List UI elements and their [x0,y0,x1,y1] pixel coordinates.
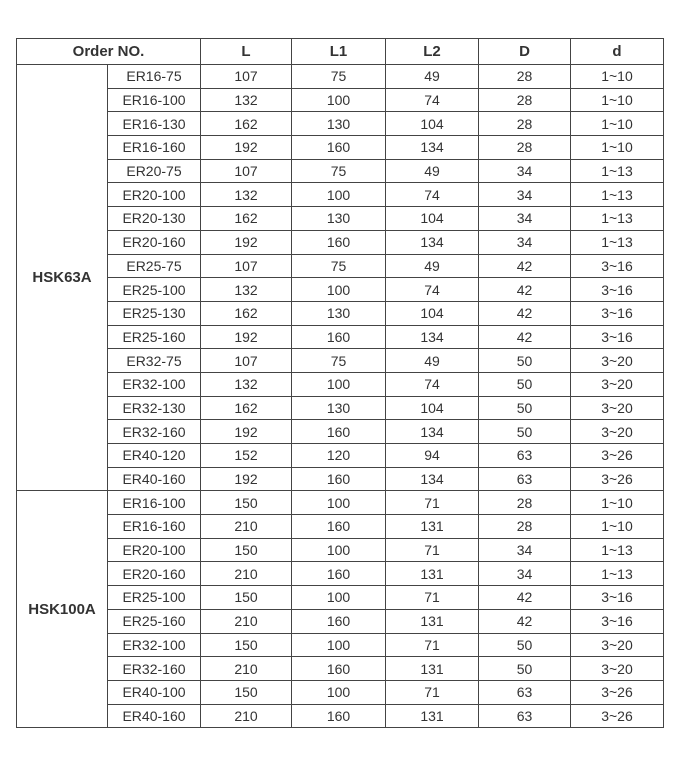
table-row [17,657,664,681]
cell-d-upper: 28 [479,491,571,515]
cell-order-no: ER25-100 [108,278,201,302]
cell-order-no: ER20-100 [108,183,201,207]
cell-l1: 100 [292,278,386,302]
cell-l: 150 [201,538,292,562]
cell-d-lower: 3~16 [571,254,664,278]
cell-l1: 100 [292,680,386,704]
cell-d-upper: 63 [479,704,571,728]
cell-l1: 100 [292,633,386,657]
cell-d-lower: 1~10 [571,65,664,89]
cell-order-no: ER20-130 [108,207,201,231]
header-row [17,39,664,65]
cell-d-upper: 42 [479,586,571,610]
cell-d-upper: 50 [479,349,571,373]
cell-l1: 160 [292,420,386,444]
cell-l1: 100 [292,491,386,515]
cell-l: 210 [201,515,292,539]
cell-l1: 100 [292,183,386,207]
cell-d-upper: 50 [479,372,571,396]
cell-l2: 49 [386,65,479,89]
cell-d-lower: 3~20 [571,372,664,396]
cell-l: 107 [201,159,292,183]
cell-d-upper: 34 [479,230,571,254]
table-row [17,254,664,278]
cell-l2: 71 [386,586,479,610]
spec-table [16,38,664,728]
cell-order-no: ER32-75 [108,349,201,373]
cell-l1: 130 [292,396,386,420]
cell-order-no: ER20-100 [108,538,201,562]
cell-l: 162 [201,112,292,136]
table-row [17,444,664,468]
cell-l1: 120 [292,444,386,468]
cell-d-lower: 3~16 [571,325,664,349]
cell-d-lower: 1~13 [571,230,664,254]
cell-l: 210 [201,704,292,728]
cell-l1: 160 [292,136,386,160]
cell-d-upper: 42 [479,609,571,633]
header-d-lower: d [571,39,664,65]
cell-d-lower: 1~10 [571,112,664,136]
cell-l2: 71 [386,491,479,515]
cell-order-no: ER20-160 [108,562,201,586]
cell-l1: 75 [292,349,386,373]
cell-l1: 160 [292,325,386,349]
cell-order-no: ER32-100 [108,633,201,657]
group-label: HSK63A [17,65,108,491]
table-row [17,633,664,657]
cell-order-no: ER25-160 [108,325,201,349]
cell-l: 162 [201,301,292,325]
table-row [17,207,664,231]
cell-d-upper: 34 [479,207,571,231]
header-l: L [201,39,292,65]
cell-l: 132 [201,278,292,302]
table-row [17,586,664,610]
table-row [17,325,664,349]
cell-d-upper: 34 [479,562,571,586]
cell-d-upper: 28 [479,515,571,539]
header-l1: L1 [292,39,386,65]
cell-l1: 160 [292,704,386,728]
cell-l2: 131 [386,609,479,633]
cell-l1: 75 [292,65,386,89]
cell-l2: 71 [386,680,479,704]
cell-l2: 134 [386,136,479,160]
cell-order-no: ER16-130 [108,112,201,136]
table-row [17,420,664,444]
cell-l2: 134 [386,467,479,491]
cell-d-lower: 3~16 [571,278,664,302]
table-row [17,88,664,112]
cell-l2: 131 [386,515,479,539]
cell-l2: 74 [386,372,479,396]
cell-l2: 104 [386,301,479,325]
cell-d-upper: 34 [479,183,571,207]
cell-l2: 134 [386,420,479,444]
cell-l1: 160 [292,562,386,586]
cell-l2: 74 [386,278,479,302]
table-row [17,278,664,302]
cell-l: 107 [201,254,292,278]
table-row [17,159,664,183]
cell-l2: 49 [386,349,479,373]
cell-l2: 104 [386,207,479,231]
cell-l1: 160 [292,609,386,633]
cell-d-upper: 28 [479,112,571,136]
cell-d-upper: 28 [479,88,571,112]
cell-l: 162 [201,396,292,420]
cell-l2: 71 [386,538,479,562]
cell-d-upper: 42 [479,278,571,302]
cell-d-lower: 3~16 [571,609,664,633]
cell-l: 210 [201,657,292,681]
cell-order-no: ER40-120 [108,444,201,468]
header-l2: L2 [386,39,479,65]
cell-l: 152 [201,444,292,468]
cell-l1: 75 [292,159,386,183]
cell-l1: 100 [292,586,386,610]
cell-l: 107 [201,349,292,373]
cell-l2: 131 [386,562,479,586]
table-row [17,491,664,515]
cell-d-upper: 42 [479,254,571,278]
header-d-upper: D [479,39,571,65]
table-row [17,372,664,396]
table-row [17,680,664,704]
cell-d-upper: 63 [479,467,571,491]
cell-l1: 130 [292,301,386,325]
group-label: HSK100A [17,491,108,728]
table-row [17,112,664,136]
cell-l: 132 [201,183,292,207]
cell-l: 192 [201,230,292,254]
cell-order-no: ER16-100 [108,88,201,112]
cell-d-lower: 3~20 [571,396,664,420]
cell-d-upper: 34 [479,159,571,183]
cell-l1: 160 [292,657,386,681]
cell-order-no: ER32-100 [108,372,201,396]
cell-d-upper: 34 [479,538,571,562]
cell-order-no: ER16-160 [108,136,201,160]
cell-d-lower: 1~13 [571,183,664,207]
cell-l1: 100 [292,538,386,562]
cell-d-upper: 42 [479,325,571,349]
cell-order-no: ER25-130 [108,301,201,325]
cell-l1: 100 [292,372,386,396]
cell-d-lower: 1~13 [571,562,664,586]
cell-l2: 74 [386,183,479,207]
cell-d-upper: 28 [479,136,571,160]
cell-l2: 134 [386,230,479,254]
cell-d-lower: 3~20 [571,633,664,657]
cell-l2: 74 [386,88,479,112]
cell-l: 192 [201,325,292,349]
cell-l2: 49 [386,159,479,183]
cell-l1: 130 [292,112,386,136]
cell-l: 150 [201,491,292,515]
cell-d-lower: 1~10 [571,491,664,515]
table-row [17,515,664,539]
cell-l1: 75 [292,254,386,278]
table-row [17,65,664,89]
cell-order-no: ER16-160 [108,515,201,539]
cell-d-lower: 3~16 [571,586,664,610]
cell-l: 192 [201,136,292,160]
cell-l1: 100 [292,88,386,112]
cell-d-lower: 3~20 [571,420,664,444]
cell-d-upper: 63 [479,444,571,468]
cell-l2: 104 [386,112,479,136]
cell-d-lower: 3~26 [571,467,664,491]
cell-order-no: ER40-160 [108,704,201,728]
cell-d-upper: 50 [479,396,571,420]
cell-l2: 131 [386,657,479,681]
cell-l: 132 [201,88,292,112]
table-row [17,562,664,586]
cell-l1: 160 [292,515,386,539]
cell-order-no: ER20-75 [108,159,201,183]
table-row [17,136,664,160]
cell-l2: 71 [386,633,479,657]
cell-l2: 94 [386,444,479,468]
cell-l: 162 [201,207,292,231]
cell-d-upper: 50 [479,420,571,444]
table-row [17,538,664,562]
cell-d-upper: 28 [479,65,571,89]
cell-d-lower: 1~10 [571,136,664,160]
cell-order-no: ER32-160 [108,420,201,444]
cell-d-upper: 50 [479,657,571,681]
cell-d-lower: 3~20 [571,349,664,373]
cell-order-no: ER25-75 [108,254,201,278]
cell-order-no: ER40-100 [108,680,201,704]
cell-d-lower: 1~13 [571,159,664,183]
cell-d-upper: 50 [479,633,571,657]
cell-order-no: ER25-160 [108,609,201,633]
cell-order-no: ER32-130 [108,396,201,420]
cell-d-lower: 3~26 [571,680,664,704]
cell-l: 192 [201,420,292,444]
cell-d-lower: 1~10 [571,88,664,112]
cell-d-lower: 3~16 [571,301,664,325]
cell-l: 210 [201,609,292,633]
cell-order-no: ER32-160 [108,657,201,681]
table-row [17,396,664,420]
cell-l: 107 [201,65,292,89]
cell-d-lower: 3~26 [571,444,664,468]
header-order-no: Order NO. [17,39,201,65]
cell-l: 150 [201,586,292,610]
table-row [17,467,664,491]
cell-d-lower: 1~13 [571,538,664,562]
cell-l1: 160 [292,230,386,254]
table-row [17,183,664,207]
cell-l2: 104 [386,396,479,420]
cell-d-upper: 42 [479,301,571,325]
cell-l: 210 [201,562,292,586]
cell-l: 132 [201,372,292,396]
cell-order-no: ER20-160 [108,230,201,254]
cell-l1: 130 [292,207,386,231]
cell-l: 192 [201,467,292,491]
cell-order-no: ER25-100 [108,586,201,610]
cell-l1: 160 [292,467,386,491]
cell-d-lower: 3~26 [571,704,664,728]
cell-order-no: ER40-160 [108,467,201,491]
cell-l2: 134 [386,325,479,349]
table-row [17,609,664,633]
cell-l: 150 [201,680,292,704]
table-row [17,349,664,373]
table-row [17,230,664,254]
cell-d-upper: 63 [479,680,571,704]
cell-l2: 131 [386,704,479,728]
cell-l: 150 [201,633,292,657]
table-row [17,704,664,728]
cell-d-lower: 3~20 [571,657,664,681]
cell-d-lower: 1~13 [571,207,664,231]
cell-order-no: ER16-100 [108,491,201,515]
cell-order-no: ER16-75 [108,65,201,89]
cell-l2: 49 [386,254,479,278]
table-row [17,301,664,325]
cell-d-lower: 1~10 [571,515,664,539]
